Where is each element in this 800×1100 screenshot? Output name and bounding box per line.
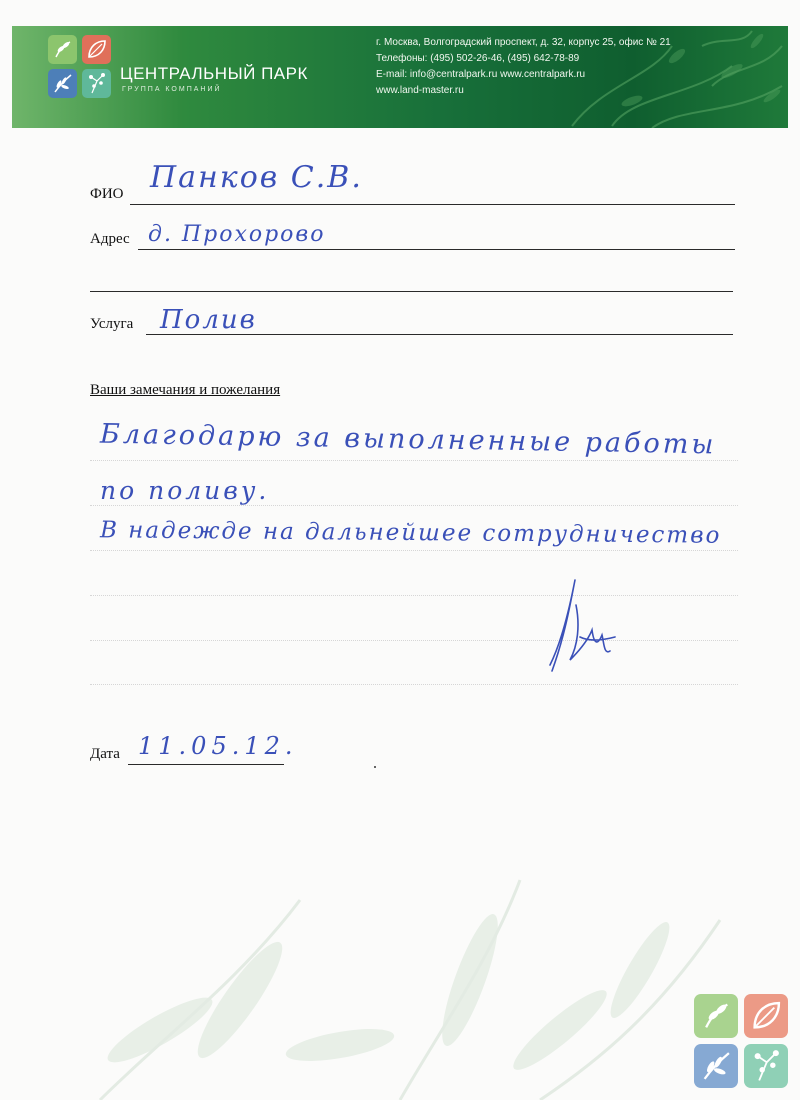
remarks-title: Ваши замечания и пожелания	[90, 382, 281, 398]
service-label: Услуга	[90, 316, 134, 332]
company-address: г. Москва, Волгоградский проспект, д. 32, корпус 25, офис № 21	[376, 37, 671, 48]
leaf-icon	[744, 994, 788, 1038]
letterhead-banner	[12, 26, 788, 128]
company-logo	[48, 35, 112, 99]
contact-block	[376, 35, 671, 99]
berries-icon	[744, 1044, 788, 1088]
date-label: Дата	[90, 746, 120, 762]
fio-label: ФИО	[90, 186, 124, 202]
date-value[interactable]: 11.05.12.	[138, 732, 298, 760]
remarks-guide-line	[90, 460, 738, 461]
address-extra-line	[90, 291, 733, 292]
company-website: www.land-master.ru	[376, 85, 464, 96]
company-email: E-mail: info@centralpark.ru www.centralpark.ru	[376, 69, 586, 80]
company-name: ЦЕНТРАЛЬНЫЙ ПАРК	[120, 64, 308, 83]
remarks-guide-line	[90, 640, 738, 641]
remarks-guide-line	[90, 505, 738, 506]
leaf-icon	[82, 35, 111, 64]
berries-icon	[82, 69, 111, 98]
date-field-line	[128, 764, 284, 765]
address-field-line	[138, 249, 735, 250]
company-subtitle: ГРУППА КОМПАНИЙ	[122, 86, 222, 93]
remarks-guide-line	[90, 595, 738, 596]
remarks-line-1[interactable]: Благодарю за выполненные работы	[99, 418, 717, 461]
remarks-guide-line	[90, 550, 738, 551]
leaf-sprig-icon	[694, 994, 738, 1038]
fern-icon	[48, 69, 77, 98]
signature-mark	[540, 575, 620, 675]
fio-value[interactable]: Панков С.В.	[150, 160, 363, 195]
address-value[interactable]: д. Прохорово	[148, 222, 326, 247]
remarks-guide-line	[90, 684, 738, 685]
floral-watermark-icon	[40, 860, 760, 1100]
company-phones: Телефоны: (495) 502-26-46, (495) 642-78-89	[376, 53, 580, 64]
remarks-line-2[interactable]: по поливу.	[100, 476, 270, 505]
fern-icon	[694, 1044, 738, 1088]
address-label: Адрес	[90, 231, 130, 247]
service-value[interactable]: Полив	[160, 305, 257, 335]
fio-field-line	[130, 204, 735, 205]
leaf-sprig-icon	[48, 35, 77, 64]
ink-dot	[374, 766, 376, 768]
remarks-line-3[interactable]: В надежде на дальнейшее сотрудничество	[99, 517, 722, 549]
corner-logo	[694, 994, 790, 1090]
